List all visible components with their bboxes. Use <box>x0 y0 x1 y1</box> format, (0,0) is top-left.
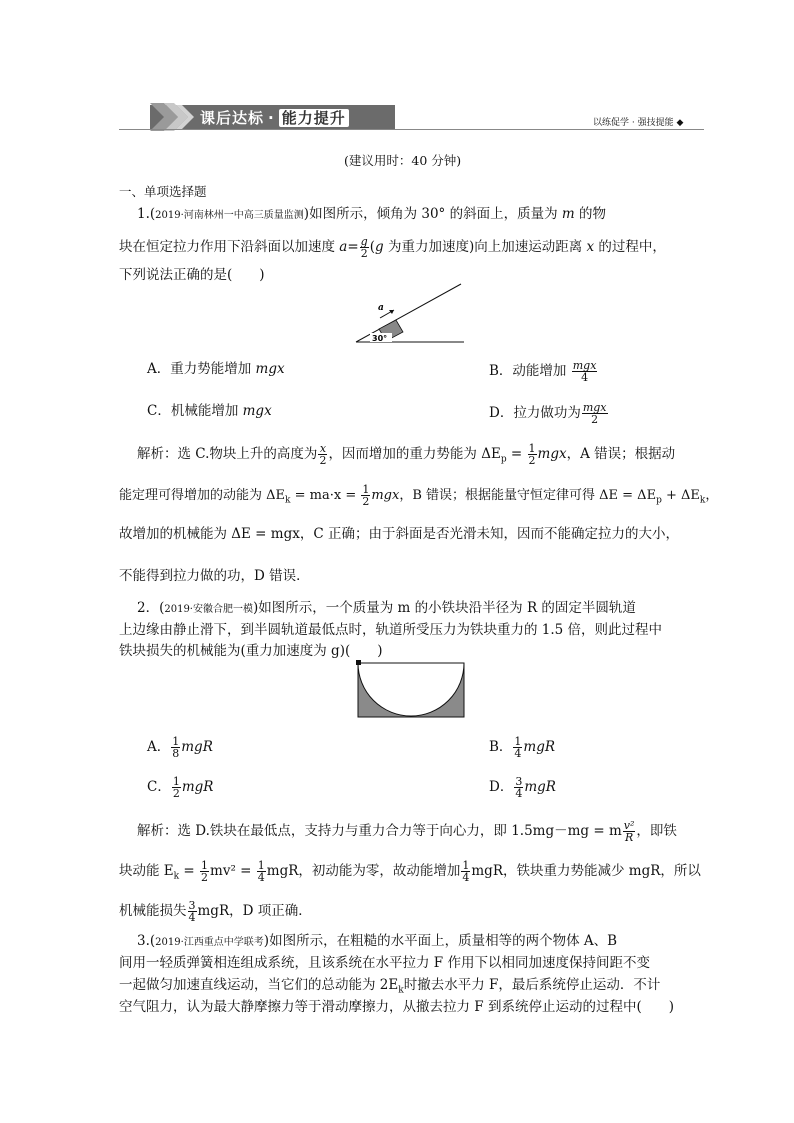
q1-option-b: B．动能增加 $\frac{\text{mgx}}{4}$ <box>489 359 597 384</box>
banner-title: 课后达标 · 能力提升 <box>200 107 349 128</box>
q2-option-b: B． $\frac{1}{4}$ mgR <box>489 735 556 760</box>
q2-option-d: D． $\frac{3}{4}$ mgR <box>489 775 556 800</box>
q1-analysis-line4: 不能得到拉力做的功，D 错误． <box>119 568 310 584</box>
q2-line3: 铁块损失的机械能为(重力加速度为 g)( ) <box>119 643 383 659</box>
q1-line2: 块在恒定拉力作用下沿斜面以加速度 a= $\frac{g}{2}$ (g 为重力加速度)向上加速运动距离 x 的过程中， <box>119 235 666 260</box>
iron-block-shape <box>356 660 361 665</box>
time-note: (建议用时：40 分钟) <box>344 153 462 168</box>
q1-option-d: D．拉力做功为 $\frac{\text{mgx}}{2}$ <box>489 401 607 426</box>
q2-analysis-line2: 块动能 $E_k$ = $\frac{1}{2}$ mv² = $\frac{1}{4}$ mgR，初动能为零，故动能增加 $\frac{1}{4}$ mgR，铁块重力势能减少 mgR，所以 <box>119 859 701 884</box>
q1-analysis-line3: 故增加的机械能为 ΔE = mgx，C 正确；由于斜面是否光滑未知，因而不能确定拉力的大小， <box>119 526 679 542</box>
q2-analysis-line1: 解析：选 D.铁块在最低点，支持力与重力合力等于向心力，即 1.5mg－mg = m $\frac{\text{v²}}{R}$ ，即铁 <box>137 819 677 844</box>
header-tagline: 以练促学 · 强技提能 ◆ <box>593 118 684 128</box>
q3-line2: 间用一轻质弹簧相连组成系统，且该系统在水平拉力 F 作用下以相同加速度保持间距不变 <box>119 955 650 971</box>
accel-label: a <box>378 303 384 313</box>
q1-line3: 下列说法正确的是( ) <box>119 267 265 283</box>
q2-analysis-line3: 机械能损失 $\frac{3}{4}$ mgR，D 项正确． <box>119 899 312 924</box>
q1-analysis-line2: 能定理可得增加的动能为 $\Delta E_k = ma\cdot x$ = $\frac{1}{2}$ mgx，B 错误；根据能量守恒定律可得 $\Delta E = \Delta E_p + \Delta E_k$， <box>119 483 719 508</box>
q1-option-c: C．机械能增加 mgx <box>147 403 272 419</box>
q2-line2: 上边缘由静止滑下，到半圆轨道最低点时，轨道所受压力为铁块重力的 1.5 倍，则此过程中 <box>119 622 663 638</box>
incline-figure <box>350 280 470 346</box>
section-title: 一、单项选择题 <box>119 184 207 199</box>
q2-line1: 2．(2019·安徽合肥一模)如图所示，一个质量为 m 的小铁块沿半径为 R 的固定半圆轨道 <box>137 600 636 616</box>
q1-option-a: A．重力势能增加 mgx <box>147 361 285 377</box>
semicircle-track-figure <box>356 658 466 720</box>
angle-label: 30° <box>372 334 388 343</box>
q3-line4: 空气阻力，认为最大静摩擦力等于滑动摩擦力，从撤去拉力 F 到系统停止运动的过程中( ) <box>119 999 674 1015</box>
header-rule <box>119 129 704 130</box>
q3-line3: 一起做匀加速直线运动，当它们的总动能为 $2E_k$时撤去水平力 F，最后系统停止运动．不计 <box>119 977 661 996</box>
q2-option-a: A． $\frac{1}{8}$ mgR <box>147 735 213 760</box>
q2-option-c: C． $\frac{1}{2}$ mgR <box>147 775 214 800</box>
diamond-icon: ◆ <box>676 118 684 128</box>
q1-analysis-line1: 解析：选 C.物块上升的高度为 $\frac{x}{2}$ ，因而增加的重力势能为 $\Delta E_p$ = $\frac{1}{2}$ mgx，A 错误；根据动 <box>137 442 676 467</box>
chevron-decoration-icon <box>150 103 196 131</box>
q1-line1: 1.(2019·河南林州一中高三质量监测)如图所示，倾角为 30° 的斜面上，质量为 m 的物 <box>137 206 606 222</box>
q3-line1: 3.(2019·江西重点中学联考)如图所示，在粗糙的水平面上，质量相等的两个物体 A、B <box>137 933 618 949</box>
